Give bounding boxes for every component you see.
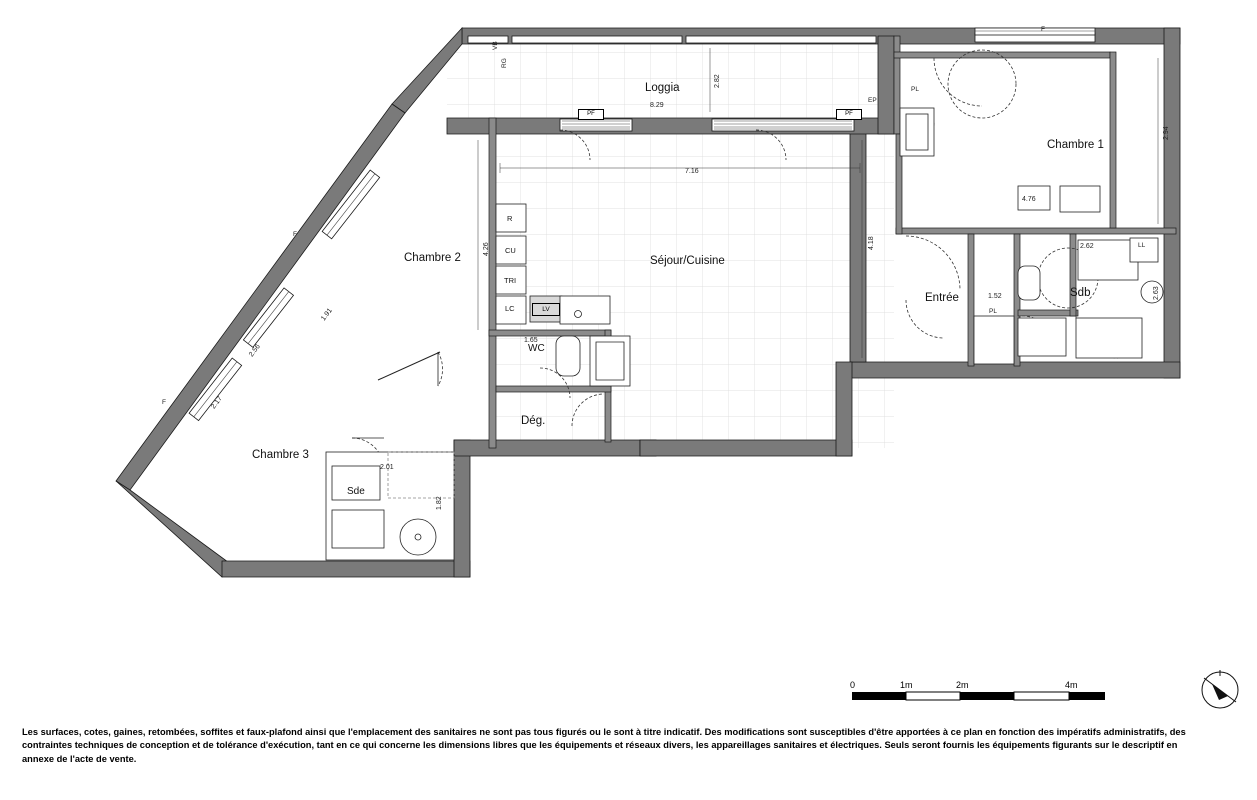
room-label-sde: Sde — [347, 486, 365, 497]
tag-f-left-lower: F — [162, 399, 166, 406]
dimension-sdb-depth: 2.63 — [1153, 286, 1160, 300]
tag-pl-entree: PL — [989, 308, 997, 315]
room-label-wc: WC — [528, 343, 545, 354]
dimension-sde-depth: 1.82 — [436, 496, 443, 510]
dimension-sejour-depth: 4.18 — [868, 236, 875, 250]
appliance-tri: TRI — [504, 276, 517, 285]
scale-bar — [852, 692, 1105, 700]
appliance-lv: LV — [532, 303, 560, 316]
dimension-sejour-width: 7.16 — [685, 168, 699, 175]
tag-ep: EP — [868, 97, 877, 104]
tag-pl-chambre1: PL — [911, 86, 919, 93]
scale-tick-1m: 1m — [900, 680, 913, 690]
appliance-lc: LC — [505, 304, 515, 313]
dimension-wall-diag: 2.56 — [248, 343, 262, 359]
appliance-cu: CU — [505, 246, 516, 255]
room-label-loggia: Loggia — [645, 82, 680, 94]
room-label-degagement: Dég. — [521, 415, 546, 427]
room-label-entree: Entrée — [925, 292, 959, 304]
room-label-chambre-2: Chambre 2 — [404, 252, 461, 264]
dimension-sdb-width: 2.62 — [1080, 243, 1094, 250]
dimension-loggia-depth: 2.82 — [714, 74, 721, 88]
dimension-chambre2-diag: 1.91 — [320, 307, 334, 323]
appliance-r: R — [507, 214, 513, 223]
tag-vb: VB — [492, 41, 499, 50]
dimension-sde-width: 2.01 — [380, 464, 394, 471]
scale-tick-2m: 2m — [956, 680, 969, 690]
dimension-wc-width: 1.65 — [524, 337, 538, 344]
dimension-chambre3-diag: 2.17 — [210, 395, 224, 411]
tag-f-left-upper: F — [293, 231, 297, 238]
dimension-chambre1-depth: 2.94 — [1163, 126, 1170, 140]
tag-rg: RG — [501, 58, 508, 68]
tag-pf-right: PF — [836, 109, 862, 120]
dimension-chambre1-width: 4.76 — [1022, 196, 1036, 203]
room-label-chambre-1: Chambre 1 — [1047, 139, 1104, 151]
legal-disclaimer: Les surfaces, cotes, gaines, retombées, soffites et faux-plafond ainsi que l'emplacement des sanitaires ne sont pas tous figurés ou le sont à titre indicatif. Des modifications sont susceptibles d'être apportées à ce plan en fonction des impératifs administratifs, des contraintes techniques de conception et de tolérance d'exécution, tant en ce qui concerne les dimensions libres que les équipements et réseaux divers, les appareillages sanitaires et électriques. Seuls seront fournis les équipements figurants sur le descriptif en annexe de l'acte de vente. — [22, 727, 1186, 764]
tag-f-top: F — [1041, 26, 1045, 33]
room-label-sejour-cuisine: Séjour/Cuisine — [650, 255, 725, 267]
scale-tick-4m: 4m — [1065, 680, 1078, 690]
room-label-sdb: Sdb — [1070, 287, 1091, 299]
dimension-loggia-width: 8.29 — [650, 102, 664, 109]
dimension-chambre2-depth: 4.26 — [483, 242, 490, 256]
tag-pf-left: PF — [578, 109, 604, 120]
dimension-entree-width: 1.52 — [988, 293, 1002, 300]
compass-icon — [1202, 670, 1238, 708]
room-label-chambre-3: Chambre 3 — [252, 449, 309, 461]
tag-ll: LL — [1138, 242, 1146, 249]
scale-tick-0: 0 — [850, 680, 856, 690]
